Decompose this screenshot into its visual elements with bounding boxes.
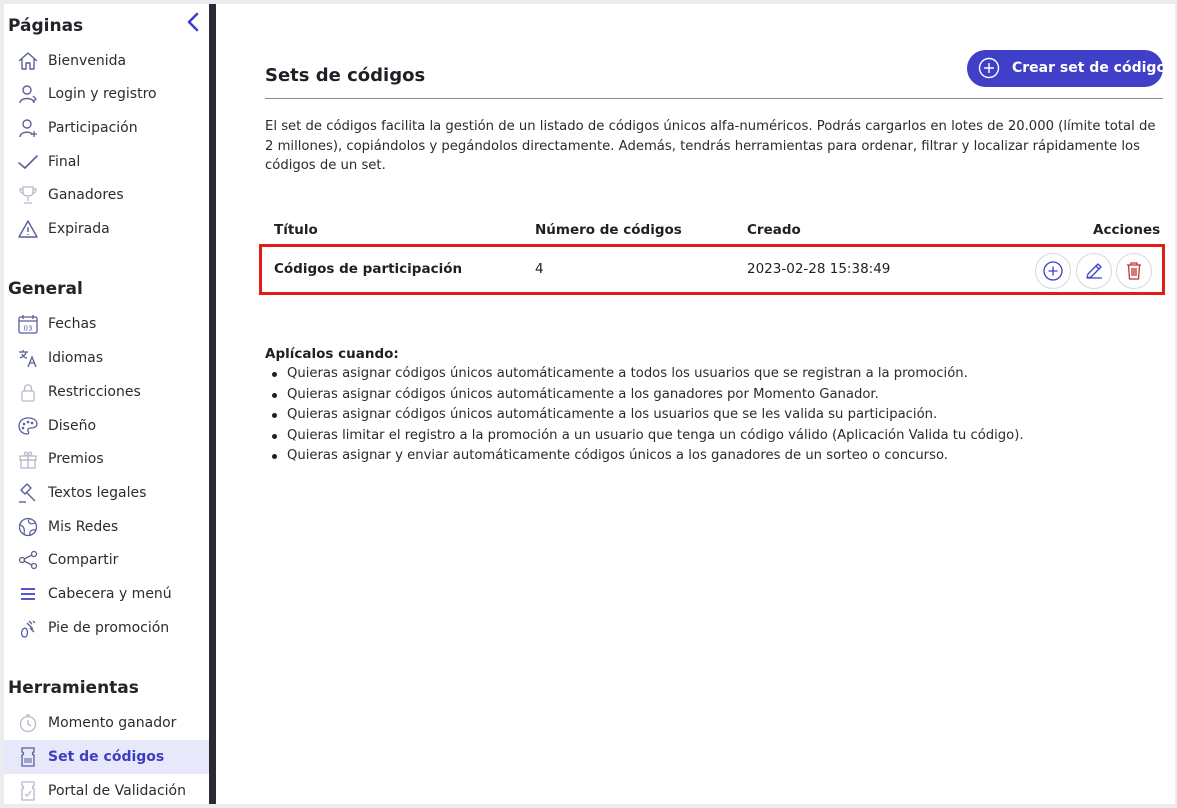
row-title[interactable]: Códigos de participación xyxy=(274,261,463,277)
sidebar-item-label: Compartir xyxy=(48,552,119,568)
sidebar-divider[interactable] xyxy=(209,4,216,804)
share-icon xyxy=(17,550,39,570)
collapse-sidebar-button[interactable] xyxy=(182,10,204,34)
sidebar-item-cabecera-menu[interactable] xyxy=(4,577,209,611)
trash-icon xyxy=(1123,260,1145,282)
list-item: Quieras limitar el registro a la promoción a un usuario que tenga un código válido (Aplicación Valida tu código). xyxy=(265,426,1145,447)
plus-circle-icon xyxy=(1042,260,1064,282)
column-header-numero: Número de códigos xyxy=(535,222,682,238)
sidebar-item-bienvenida[interactable] xyxy=(4,44,209,78)
user-add-icon xyxy=(17,118,39,138)
description-text: El set de códigos facilita la gestión de un listado de códigos únicos alfa-numéricos. Podrás cargarlos en lotes de 20.000 (límite total de 2 millones), copiándolos y pegándolos directamente. Además, tendrás herramientas para ordenar, filtrar y localizar rápidamente los códigos de un set. xyxy=(265,119,1156,173)
sidebar-item-label: Set de códigos xyxy=(48,749,165,765)
sidebar-item-final[interactable] xyxy=(4,145,209,179)
sidebar-item-label: Portal de Validación xyxy=(48,783,186,799)
lock-icon xyxy=(17,382,39,402)
list-item: Quieras asignar códigos únicos automáticamente a los usuarios que se les valida su participación. xyxy=(265,405,1145,426)
column-header-acciones: Acciones xyxy=(1093,222,1161,238)
trophy-icon xyxy=(17,185,39,205)
sidebar-item-pie-promocion[interactable] xyxy=(4,611,209,645)
sidebar-item-label: Participación xyxy=(48,120,138,136)
sidebar-item-label: Diseño xyxy=(48,418,97,434)
main-content xyxy=(216,4,1175,804)
sidebar xyxy=(4,4,209,804)
add-codes-button[interactable] xyxy=(1035,253,1071,289)
row-code-count: 4 xyxy=(535,261,544,277)
create-code-set-button[interactable] xyxy=(967,50,1175,87)
column-header-creado: Creado xyxy=(747,222,801,238)
sidebar-item-momento-ganador[interactable] xyxy=(4,706,209,740)
gift-icon xyxy=(17,449,39,469)
palette-icon xyxy=(17,416,39,436)
warning-icon xyxy=(17,219,39,239)
section-title-paginas: Páginas xyxy=(8,16,84,36)
delete-set-button[interactable] xyxy=(1116,253,1152,289)
globe-icon xyxy=(17,517,39,537)
sidebar-item-label: Cabecera y menú xyxy=(48,586,172,602)
translate-icon xyxy=(17,348,39,368)
sidebar-item-label: Idiomas xyxy=(48,350,103,366)
sidebar-item-portal-validacion[interactable] xyxy=(4,774,209,804)
validation-icon xyxy=(17,781,39,801)
sidebar-item-label: Pie de promoción xyxy=(48,620,170,636)
gavel-icon xyxy=(17,483,39,503)
row-created-date: 2023-02-28 15:38:49 xyxy=(747,261,891,277)
home-icon xyxy=(17,51,39,71)
sidebar-item-label: Bienvenida xyxy=(48,53,127,69)
clock-icon xyxy=(17,713,39,733)
title-divider xyxy=(265,98,1163,99)
user-login-icon xyxy=(17,84,39,104)
sidebar-item-label: Ganadores xyxy=(48,187,124,203)
chevron-left-icon xyxy=(186,12,200,32)
sidebar-item-label: Restricciones xyxy=(48,384,141,400)
sidebar-item-mis-redes[interactable] xyxy=(4,510,209,544)
sidebar-item-ganadores[interactable] xyxy=(4,178,209,212)
section-title-herramientas: Herramientas xyxy=(8,678,139,698)
apply-when-list xyxy=(265,364,1145,467)
edit-set-button[interactable] xyxy=(1076,253,1112,289)
sidebar-item-fechas[interactable] xyxy=(4,307,209,341)
sidebar-item-login[interactable] xyxy=(4,77,209,111)
sidebar-item-participacion[interactable] xyxy=(4,111,209,145)
sidebar-item-label: Momento ganador xyxy=(48,715,177,731)
ticket-icon xyxy=(17,747,39,767)
sidebar-item-textos-legales[interactable] xyxy=(4,476,209,510)
list-item: Quieras asignar códigos únicos automáticamente a todos los usuarios que se registran a la promoción. xyxy=(265,364,1145,385)
list-item: Quieras asignar y enviar automáticamente códigos únicos a los ganadores de un sorteo o concurso. xyxy=(265,446,1145,467)
menu-icon xyxy=(17,584,39,604)
sidebar-item-label: Mis Redes xyxy=(48,519,119,535)
sidebar-item-expirada[interactable] xyxy=(4,212,209,246)
column-header-titulo: Título xyxy=(274,222,318,238)
section-title-general: General xyxy=(8,279,83,299)
calendar-icon xyxy=(17,314,39,334)
sidebar-item-compartir[interactable] xyxy=(4,543,209,577)
calendar-day-text: 03 xyxy=(23,324,33,333)
sidebar-item-diseno[interactable] xyxy=(4,409,209,443)
sidebar-item-label: Final xyxy=(48,154,81,170)
sidebar-item-set-de-codigos[interactable] xyxy=(4,740,209,774)
create-code-set-label: Crear set de códigos xyxy=(1012,60,1175,76)
sidebar-item-premios[interactable] xyxy=(4,442,209,476)
sidebar-item-label: Login y registro xyxy=(48,86,157,102)
sidebar-item-idiomas[interactable] xyxy=(4,341,209,375)
sidebar-item-label: Fechas xyxy=(48,316,97,332)
list-item: Quieras asignar códigos únicos automáticamente a los ganadores por Momento Ganador. xyxy=(265,385,1145,406)
sidebar-item-restricciones[interactable] xyxy=(4,375,209,409)
plus-circle-icon xyxy=(978,57,1000,83)
footprint-icon xyxy=(17,618,39,638)
sidebar-item-label: Premios xyxy=(48,451,104,467)
pencil-icon xyxy=(1083,260,1105,282)
page-title: Sets de códigos xyxy=(265,65,426,86)
check-icon xyxy=(17,152,39,172)
sidebar-item-label: Textos legales xyxy=(48,485,147,501)
apply-when-title: Aplícalos cuando: xyxy=(265,346,399,362)
sidebar-item-label: Expirada xyxy=(48,221,110,237)
